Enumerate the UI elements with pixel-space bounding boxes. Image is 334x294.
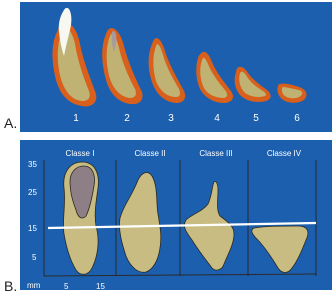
- y-tick-25: 25: [28, 188, 37, 197]
- stage-label-1: 1: [73, 113, 79, 124]
- y-tick-35: 35: [28, 160, 37, 169]
- unit-label: mm: [27, 281, 41, 290]
- class-label-ii: Classe II: [134, 149, 166, 158]
- class-label-iii: Classe III: [199, 149, 233, 158]
- stage-label-5: 5: [253, 113, 259, 124]
- panel-a-letter: A.: [4, 115, 18, 131]
- stage-label-4: 4: [214, 113, 220, 124]
- stage-label-3: 3: [168, 113, 174, 124]
- panel-a-ridge-resorption-stages: [20, 2, 332, 132]
- y-tick-15: 15: [28, 224, 37, 233]
- y-tick-5: 5: [32, 253, 37, 262]
- panel-b-letter: B.: [4, 278, 18, 294]
- stage-label-2: 2: [124, 113, 130, 124]
- class-label-iv: Classe IV: [266, 149, 302, 158]
- x-tick-5: 5: [64, 282, 69, 290]
- stage-label-6: 6: [294, 113, 300, 124]
- class-label-i: Classe I: [65, 149, 95, 158]
- panel-a-illustration: [20, 2, 332, 132]
- panel-b-ridge-classification: [20, 140, 332, 290]
- x-tick-15: 15: [96, 282, 105, 290]
- panel-b-illustration: [20, 140, 332, 290]
